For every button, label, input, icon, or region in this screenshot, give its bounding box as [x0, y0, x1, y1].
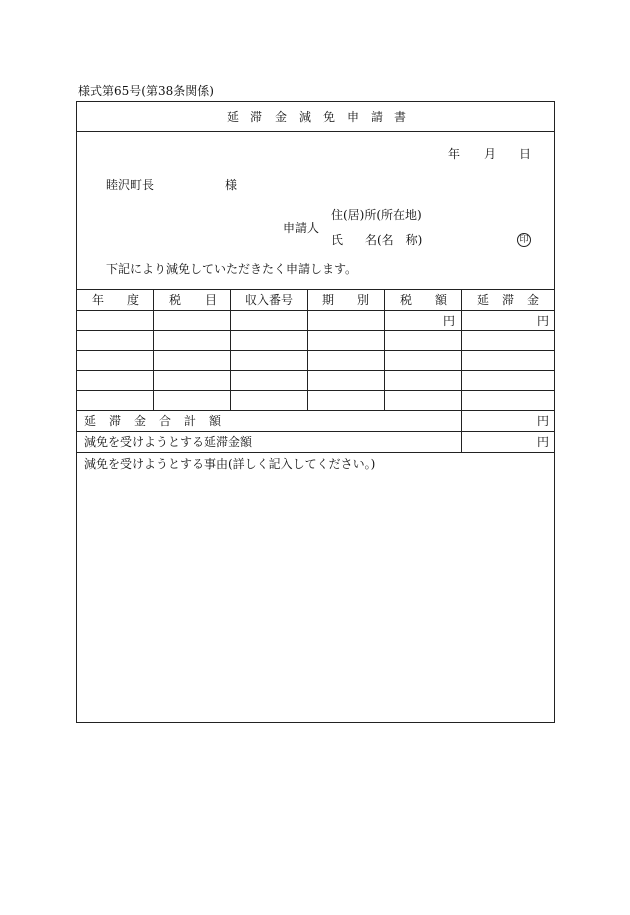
addressee-honorific: 様 — [225, 178, 238, 192]
date-month-label: 月 — [484, 147, 497, 161]
reduction-amount-label: 減免を受けようとする延滞金額 — [84, 435, 253, 449]
total-label-char: 滞 — [109, 414, 122, 428]
form-frame — [76, 101, 555, 723]
total-label-char: 金 — [134, 414, 147, 428]
title-divider — [76, 131, 555, 132]
table-row-line — [76, 310, 555, 311]
totals-row-line — [76, 431, 555, 432]
title-char: 滞 — [250, 110, 263, 124]
table-top-line — [76, 289, 555, 290]
header-tax-amount-char: 額 — [435, 293, 448, 307]
header-year-char: 年 — [92, 293, 105, 307]
form-number: 様式第65号(第38条関係) — [78, 84, 214, 98]
total-label-char: 計 — [184, 414, 197, 428]
column-divider — [384, 289, 385, 410]
table-row-line — [76, 370, 555, 371]
header-period-char: 期 — [322, 293, 335, 307]
title-char: 延 — [227, 110, 240, 124]
applicant-label: 申請人 — [283, 221, 320, 235]
table-row-line — [76, 390, 555, 391]
table-bottom-line — [76, 410, 555, 411]
header-tax-item-char: 税 — [169, 293, 182, 307]
total-label-char: 額 — [209, 414, 222, 428]
tax-amount-unit: 円 — [443, 314, 456, 328]
date-day-label: 日 — [519, 147, 532, 161]
date-year-label: 年 — [448, 147, 461, 161]
title-char: 免 — [323, 110, 336, 124]
column-divider — [230, 289, 231, 410]
header-late-fee-char: 延 — [477, 293, 490, 307]
title-char: 減 — [299, 110, 312, 124]
header-period-char: 別 — [357, 293, 370, 307]
header-late-fee-char: 滞 — [502, 293, 515, 307]
column-divider — [153, 289, 154, 410]
name-label-rest: 名(名 称) — [365, 233, 423, 247]
reason-top-line — [76, 452, 555, 453]
column-divider — [307, 289, 308, 410]
seal-mark: 印 — [517, 233, 531, 247]
header-late-fee-char: 金 — [527, 293, 540, 307]
name-label-first: 氏 — [331, 233, 344, 247]
column-divider — [461, 289, 462, 452]
header-receipt-number: 収入番号 — [245, 293, 294, 307]
addressee-name: 睦沢町長 — [106, 178, 155, 192]
table-row-line — [76, 350, 555, 351]
address-label: 住(居)所(所在地) — [331, 208, 422, 222]
reduction-amount-unit: 円 — [537, 435, 550, 449]
total-label-char: 延 — [84, 414, 97, 428]
title-char: 書 — [394, 110, 407, 124]
header-year-char: 度 — [127, 293, 140, 307]
total-label-char: 合 — [159, 414, 172, 428]
late-fee-total-unit: 円 — [537, 414, 550, 428]
title-char: 金 — [275, 110, 288, 124]
title-char: 申 — [347, 110, 360, 124]
late-fee-unit: 円 — [537, 314, 550, 328]
title-char: 請 — [371, 110, 384, 124]
reason-label: 減免を受けようとする事由(詳しく記入してください。) — [84, 457, 376, 471]
intro-text: 下記により減免していただきたく申請します。 — [106, 262, 358, 276]
table-row-line — [76, 330, 555, 331]
header-tax-amount-char: 税 — [400, 293, 413, 307]
header-tax-item-char: 目 — [205, 293, 218, 307]
